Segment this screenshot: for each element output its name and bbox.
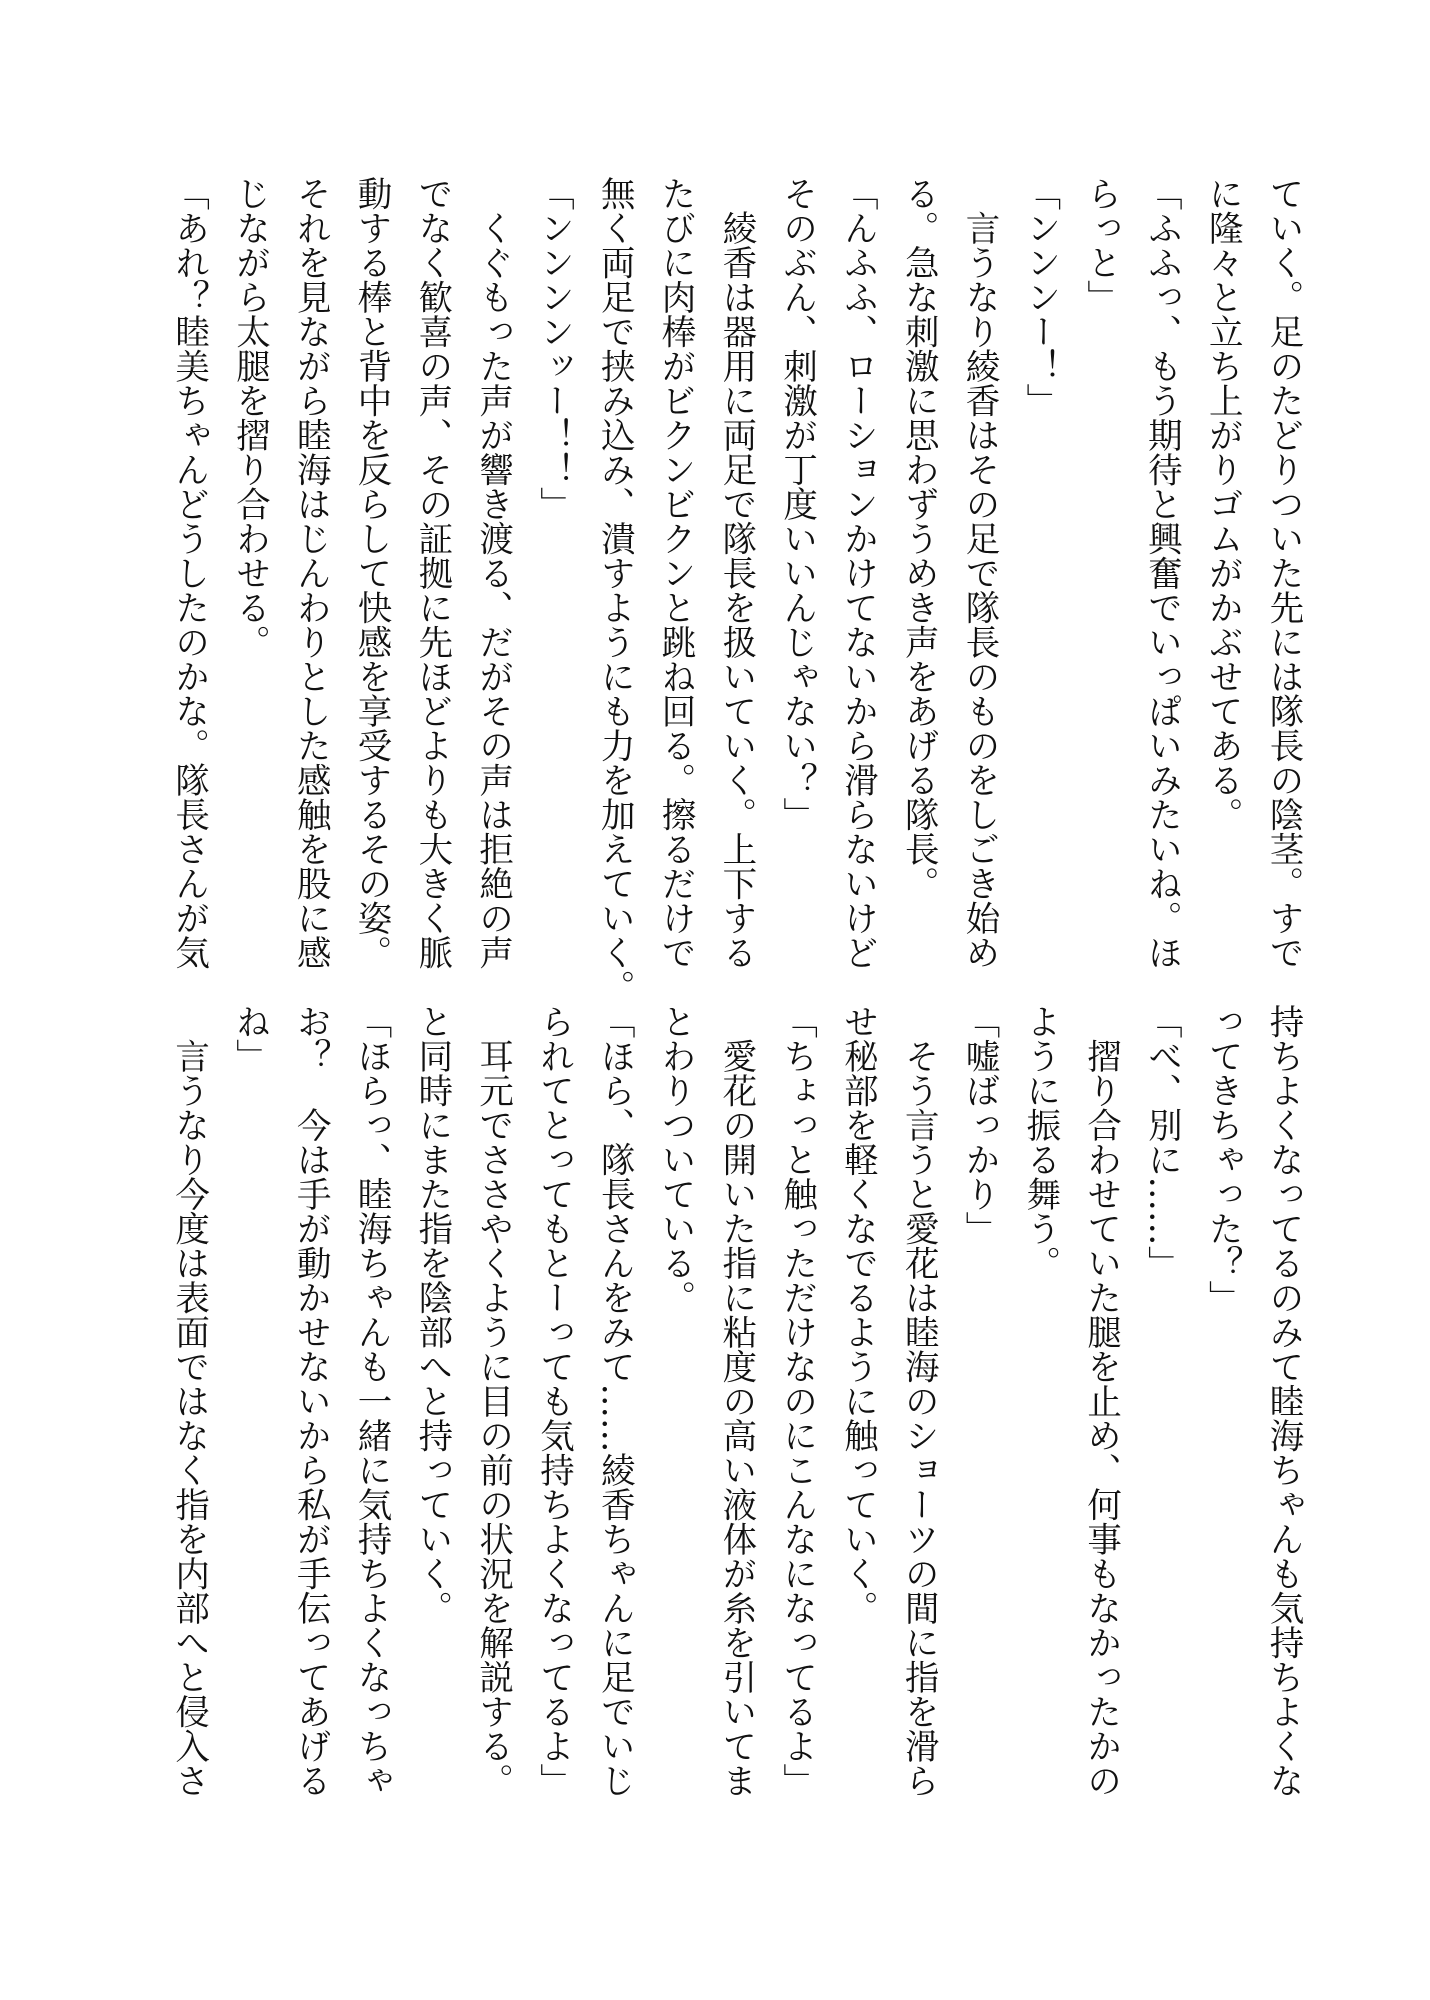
text-column: 「んふふ、ローションかけてないから滑らないけど: [837, 176, 878, 970]
text-column: ってきちゃった？」: [1202, 1004, 1243, 1315]
text-column: 「ほら、隊長さんをみて……綾香ちゃんに足でいじ: [594, 1004, 635, 1798]
text-column: くぐもった声が響き渡る、だがその声は拒絶の声: [472, 176, 513, 970]
text-column: ね」: [229, 1004, 270, 1073]
text-column: 「ふふっ、もう期待と興奮でいっぱいみたいね。ほ: [1141, 176, 1182, 970]
text-column: 摺り合わせていた腿を止め、何事もなかったかの: [1080, 1004, 1121, 1798]
text-column: ていく。足のたどりついた先には隊長の陰茎。すで: [1263, 176, 1303, 970]
text-column: らっと」: [1080, 176, 1121, 314]
text-column: 耳元でささやくように目の前の状況を解説する。: [472, 1004, 513, 1798]
text-column: られてとってもとーっても気持ちよくなってるよ」: [533, 1004, 574, 1798]
text-column: 言うなり綾香はその足で隊長のものをしごき始め: [959, 176, 1000, 970]
lower-text-block: [158, 1004, 1313, 1824]
text-column: 綾香は器用に両足で隊長を扱いていく。上下する: [715, 176, 756, 970]
text-column: 持ちよくなってるのみて睦海ちゃんも気持ちよくな: [1263, 1004, 1303, 1798]
text-column: 「ちょっと触っただけなのにこんなになってるよ」: [776, 1004, 817, 1798]
text-column: 愛花の開いた指に粘度の高い液体が糸を引いてま: [715, 1004, 756, 1798]
text-column: 動する棒と背中を反らして快感を享受するその姿。: [351, 176, 392, 970]
text-column: せ秘部を軽くなでるように触っていく。: [837, 1004, 878, 1625]
text-column: たびに肉棒がビクンビクンと跳ね回る。擦るだけで: [655, 176, 696, 970]
text-column: 無く両足で挟み込み、潰すようにも力を加えていく。: [594, 176, 635, 1004]
text-column: ように振る舞う。: [1019, 1004, 1060, 1280]
text-column: る。急な刺激に思わずうめき声をあげる隊長。: [898, 176, 939, 901]
text-column: そう言うと愛花は睦海のショーツの間に指を滑ら: [898, 1004, 939, 1798]
text-column: 「あれ？睦美ちゃんどうしたのかな。隊長さんが気: [168, 176, 209, 970]
upper-text-block: [158, 176, 1313, 1004]
text-column: それを見ながら睦海はじんわりとした感触を股に感: [290, 176, 331, 970]
text-column: 言うなり今度は表面ではなく指を内部へと侵入さ: [168, 1004, 209, 1798]
text-column: とわりついている。: [655, 1004, 696, 1315]
text-column: 「ンンンンッー！！」: [533, 176, 574, 521]
text-column: と同時にまた指を陰部へと持っていく。: [411, 1004, 452, 1625]
text-column: に隆々と立ち上がりゴムがかぶせてある。: [1202, 176, 1243, 832]
text-column: 「嘘ばっかり」: [959, 1004, 1000, 1246]
text-column: 「ンンンー！」: [1019, 176, 1060, 418]
text-column: でなく歓喜の声、その証拠に先ほどよりも大きく脈: [411, 176, 452, 970]
text-column: じながら太腿を摺り合わせる。: [229, 176, 270, 659]
text-column: そのぶん、刺激が丁度いいんじゃない？」: [776, 176, 817, 832]
text-column: お？ 今は手が動かせないから私が手伝ってあげる: [290, 1004, 331, 1798]
text-column: 「ほらっ、睦海ちゃんも一緒に気持ちよくなっちゃ: [351, 1004, 392, 1798]
text-column: 「べ、別に……」: [1141, 1004, 1182, 1280]
